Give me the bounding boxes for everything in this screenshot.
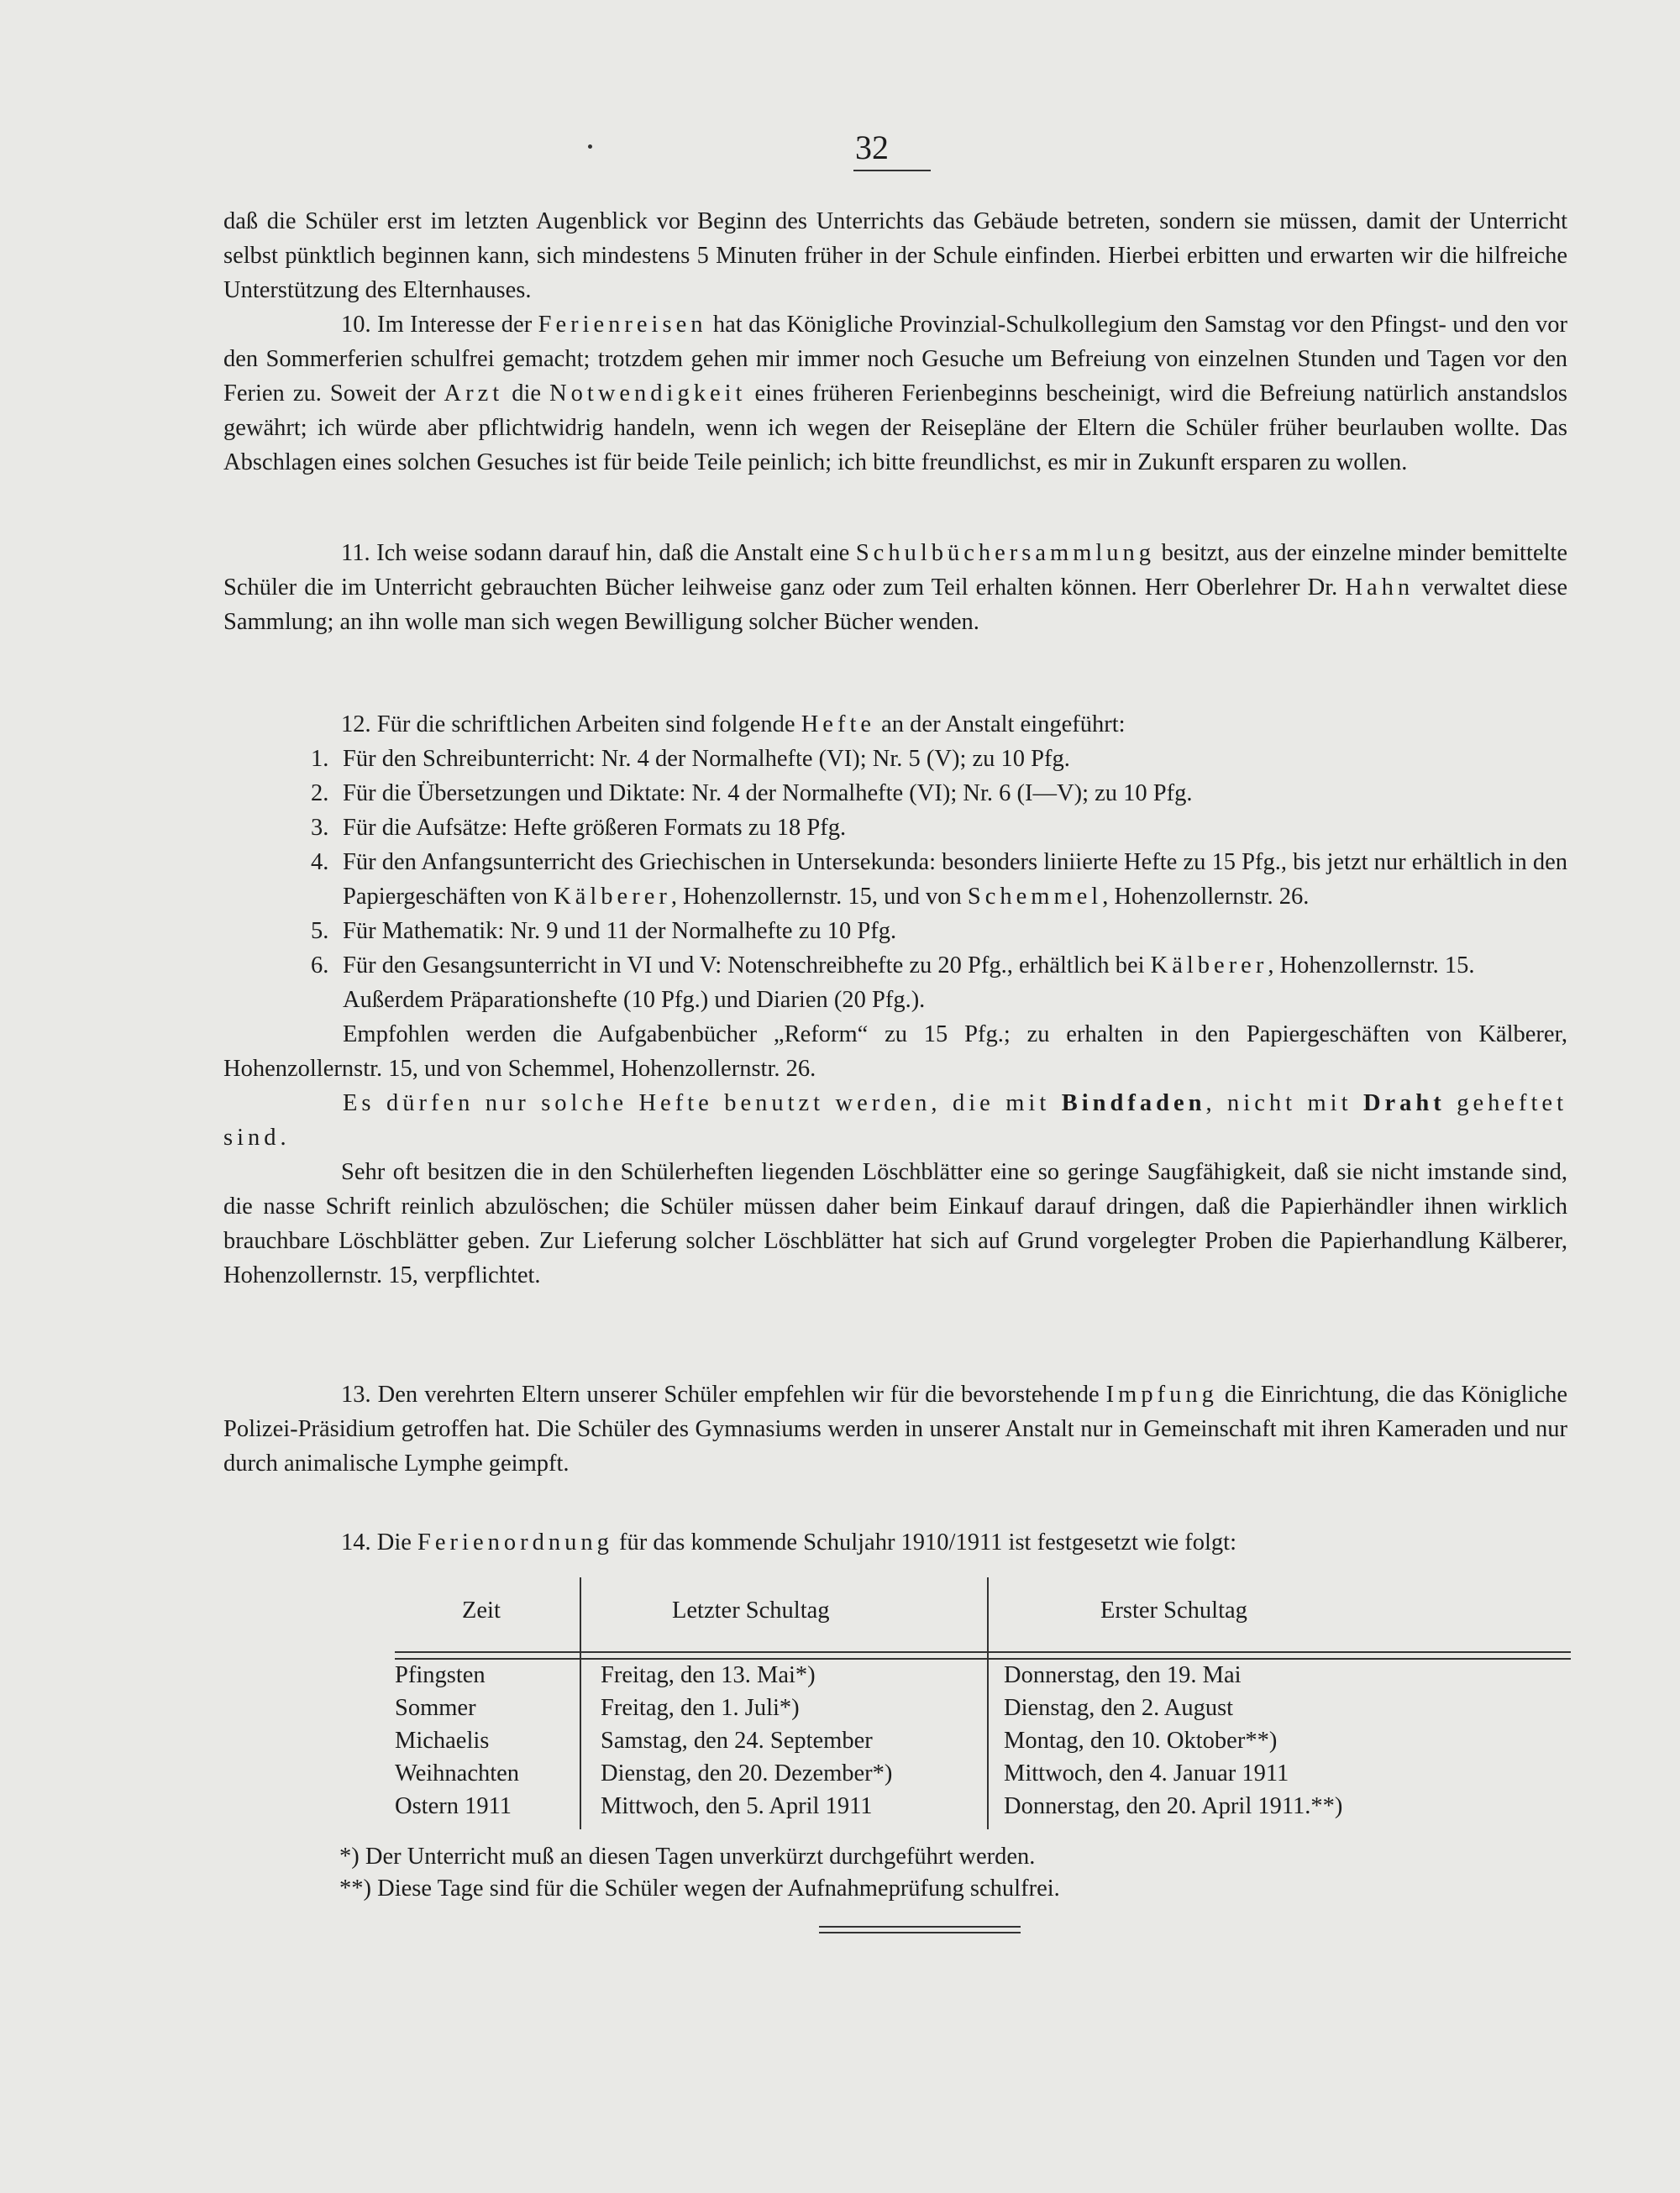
empfohlen-paragraph: Empfohlen werden die Aufgabenbücher „Reform“ zu 15 Pfg.; zu erhalten in den Papiergeschäften von Kälberer, Hohenzollernstr. 15, und von Schemmel, Hohenzollernstr. 26. [223,1021,1567,1082]
section-13-paragraph [223,1377,1567,1481]
section-12-heading [223,707,1567,742]
item-number: 3. [311,815,329,841]
table-cell: Freitag, den 1. Juli*) [601,1695,800,1721]
spaced-term: Hefte [801,711,876,737]
text-run: die [503,380,550,407]
table-cell: Michaelis [395,1728,490,1754]
column-header: Erster Schultag [1100,1598,1247,1624]
section-14-heading [223,1525,1567,1560]
section-11 [223,536,1567,639]
table-cell: Sommer [395,1695,476,1721]
spaced-term: Kälberer [1150,952,1268,978]
item-text: Für die Aufsätze: Hefte größeren Formats zu 18 Pfg. [343,815,847,841]
table-row [395,1728,1571,1760]
intro-block [223,204,1567,307]
spaced-term: , nicht mit [1205,1090,1363,1116]
section-10-paragraph [223,307,1567,480]
table-cell: Weihnachten [395,1760,520,1786]
text-run: verwaltet diese Sammlung; an ihn wolle man sich wegen Bewilligung solcher Bücher wenden. [223,574,1567,635]
table-row [395,1662,1571,1695]
spaced-term: Impfung [1105,1382,1218,1408]
text-run: für das kommende Schuljahr 1910/1911 ist festgesetzt wie folgt: [612,1529,1237,1556]
item-number: 6. [311,952,329,978]
text-run: 12. Für die schriftlichen Arbeiten sind folgende [341,711,801,737]
column-header: Letzter Schultag [672,1598,830,1624]
text-run: eines früheren Ferienbeginns bescheinigt, wird die Befreiung natürlich anstandslos gewährt; ich würde aber pflichtwidrig handeln, wenn ich wegen der Reisepläne der Eltern die Schüler früher beurlauben wollte. Das Abschlagen eines solchen Gesuches ist für beide Teile peinlich; ich bitte freundlichst, es mir in Zukunft ersparen zu wollen. [223,380,1567,475]
table-row [395,1760,1571,1793]
list-item [223,914,1567,948]
item-text: Für den Gesangsunterricht in VI und V: Notenschreibhefte zu 20 Pfg., erhältlich bei [343,952,1151,978]
loeschblaetter-paragraph: Sehr oft besitzen die in den Schülerheften liegenden Löschblätter eine so geringe Saugfähigkeit, daß sie nicht imstande sind, die nasse Schrift reinlich abzulöschen; die Schüler müssen daher beim Einkauf darauf dringen, daß die Papierhändler ihnen wirklich brauchbare Löschblätter geben. Zur Lieferung solcher Löschblätter hat sich auf Grund vorgelegter Proben die Papierhandlung Kälberer, Hohenzollernstr. 15, verpflichtet. [223,1159,1567,1288]
table-cell: Montag, den 10. Oktober**) [1004,1728,1278,1754]
spaced-term: Draht [1362,1090,1446,1116]
item-text: , Hohenzollernstr. 15, und von [670,884,968,910]
table-row [395,1793,1571,1826]
spaced-term: Ferienreisen [538,312,707,338]
section-10 [223,307,1567,480]
spaced-term: Ferienordnung [417,1529,613,1556]
item-text: Für den Anfangsunterricht des Griechischen in Untersekunda: besonders liniierte Hefte zu 15 Pfg., bis jetzt nur erhältlich in den Papiergeschäften von [343,849,1567,910]
spaced-term: Hahn [1345,574,1415,601]
item-text: Für Mathematik: Nr. 9 und 11 der Normalhefte zu 10 Pfg. [343,918,897,944]
item-number: 4. [311,849,329,875]
intro-paragraph: daß die Schüler erst im letzten Augenblick vor Beginn des Unterrichts das Gebäude betreten, sondern sie müssen, damit der Unterricht selbst pünktlich beginnen kann, sich mindestens 5 Minuten früher in der Schule einfinden. Hierbei erbitten und erwarten wir die hilfreiche Unterstützung des Elternhauses. [223,208,1567,303]
table-cell: Samstag, den 24. September [601,1728,873,1754]
table-cell: Pfingsten [395,1662,486,1688]
list-item [223,811,1567,845]
table-cell: Donnerstag, den 19. Mai [1004,1662,1242,1688]
page-number: 32 [855,129,889,166]
spaced-term: Notwendigkeit [549,380,747,407]
table-cell: Dienstag, den 20. Dezember*) [601,1760,893,1786]
spaced-term: geheftet sind. [223,1090,1567,1151]
end-rule [819,1926,1021,1928]
table-cell: Mittwoch, den 4. Januar 1911 [1004,1760,1289,1786]
section-12 [223,707,1567,1293]
list-item [223,742,1567,776]
page-number-rule [853,170,931,171]
list-item [223,845,1567,914]
text-run: 10. Im Interesse der [341,312,538,338]
spaced-term: Es dürfen nur solche Hefte benutzt werden, die mit [343,1090,1062,1116]
ink-dot [588,144,592,149]
hefte-list [223,742,1567,1017]
table-cell: Mittwoch, den 5. April 1911 [601,1793,873,1819]
table-cell: Freitag, den 13. Mai*) [601,1662,816,1688]
list-item [223,948,1567,983]
text-run: 13. Den verehrten Eltern unserer Schüler empfehlen wir für die bevorstehende [341,1382,1106,1408]
item-text: , Hohenzollernstr. 15. [1268,952,1475,978]
text-run: 14. Die [341,1529,418,1556]
spaced-term: Schemmel [967,884,1103,910]
table-row [395,1695,1571,1728]
section-14 [223,1525,1567,1560]
spaced-term: Arzt [444,380,504,407]
ausserdem-line: Außerdem Präparationshefte (10 Pfg.) und Diarien (20 Pfg.). [343,987,926,1013]
list-item [223,776,1567,811]
header-rule [395,1651,1571,1653]
header-rule [395,1658,1571,1660]
section-11-paragraph [223,536,1567,639]
table-header [395,1598,1571,1630]
item-number: 5. [311,918,329,944]
item-text: Für die Übersetzungen und Diktate: Nr. 4 der Normalhefte (VI); Nr. 6 (I—V); zu 10 Pfg. [343,780,1193,806]
bindfaden-paragraph [223,1086,1567,1155]
table-cell: Ostern 1911 [395,1793,512,1819]
footnote: *) Der Unterricht muß an diesen Tagen unverkürzt durchgeführt werden. [339,1844,1036,1870]
text-run: besitzt, aus der einzelne minder bemittelte Schüler die im Unterricht gebrauchten Bücher leihweise ganz oder zum Teil erhalten können. Herr Oberlehrer Dr. [223,540,1567,601]
table-cell: Dienstag, den 2. August [1004,1695,1234,1721]
footnote: **) Diese Tage sind für die Schüler wegen der Aufnahmeprüfung schulfrei. [339,1876,1060,1902]
text-run: hat das Königliche Provinzial-Schulkollegium den Samstag vor den Pfingst- und den vor den Sommerferien schulfrei gemacht; trotzdem gehen mir immer noch Gesuche um Befreiung von einzelnen Stunden und Tagen vor den Ferien zu. Soweit der [223,312,1567,407]
section-13 [223,1377,1567,1481]
text-run: an der Anstalt eingeführt: [875,711,1126,737]
text-run: 11. Ich weise sodann darauf hin, daß die Anstalt eine [341,540,856,566]
spaced-term: Schulbüchersammlung [855,540,1156,566]
item-number: 2. [311,780,329,806]
spaced-term: Kälberer [554,884,671,910]
item-text: , Hohenzollernstr. 26. [1102,884,1310,910]
spaced-term: Bindfaden [1061,1090,1206,1116]
footnotes [339,1841,1060,1905]
column-header: Zeit [462,1598,501,1624]
item-number: 1. [311,746,329,772]
text-run: die Einrichtung, die das Königliche Polizei-Präsidium getroffen hat. Die Schüler des Gymnasiums werden in unserer Anstalt nur in Gemeinschaft mit ihren Kameraden und nur durch animalische Lymphe geimpft. [223,1382,1567,1477]
end-rule [819,1932,1021,1933]
table-cell: Donnerstag, den 20. April 1911.**) [1004,1793,1343,1819]
item-text: Für den Schreibunterricht: Nr. 4 der Normalhefte (VI); Nr. 5 (V); zu 10 Pfg. [343,746,1070,772]
